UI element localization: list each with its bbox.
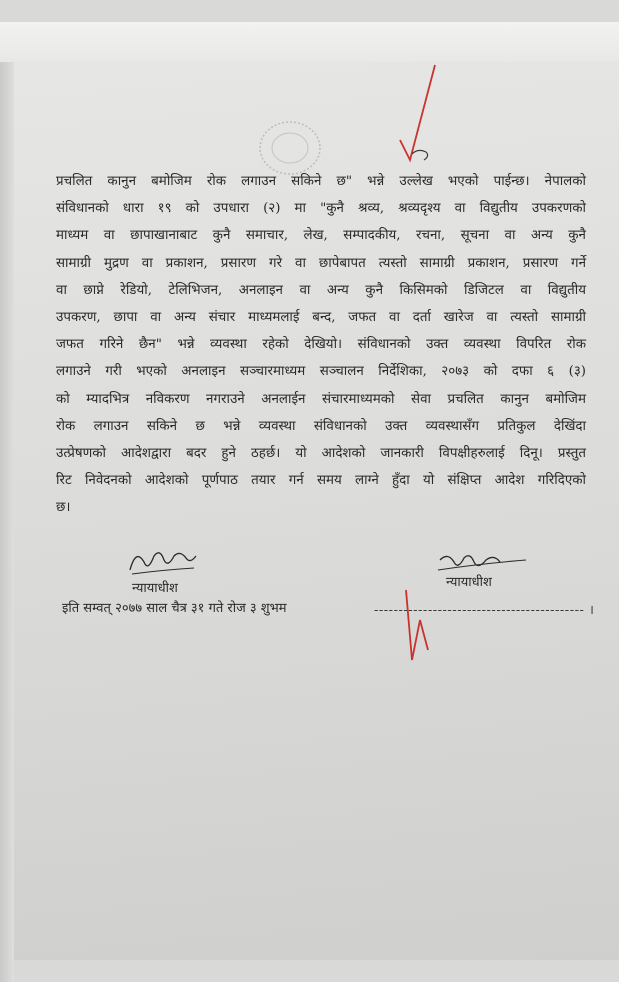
right-judge-title: न्यायाधीश [446, 575, 492, 590]
right-judge-signature [432, 548, 532, 598]
left-judge-signature [122, 540, 202, 580]
text-line: प्रचलित कानुन बमोजिम रोक लगाउन सकिने छ" भन्ने उल्लेख भएको पाईन्छ। नेपालको [56, 174, 586, 189]
text-line: जफत गरिने छैन" भन्ने व्यवस्था रहेको देखियो। संविधानको उक्त व्यवस्था विपरित रोक [56, 337, 586, 353]
left-judge-title: न्यायाधीश [132, 581, 178, 596]
text-line: लगाउने गरी भएको अनलाइन सञ्चारमाध्यम सञ्चालन निर्देशिका, २०७३ को दफा ६ (३) [56, 364, 586, 380]
order-body-text [56, 168, 586, 522]
text-line: रोक लगाउन सकिने छ भन्ने व्यवस्था संविधानको उक्त व्यवस्थासँग प्रतिकुल देखिंदा [56, 418, 586, 434]
text-line: उपकरण, छापा वा अन्य संचार माध्यमलाई बन्द, जफत वा दर्ता खारेज वा त्यस्तो सामाग्री [56, 310, 586, 326]
dash-line: ------------------------------------------- । [374, 603, 595, 618]
text-line: उत्प्रेषणको आदेशद्वारा बदर हुने ठहर्छ। यो आदेशको जानकारी विपक्षीहरुलाई दिनू। प्रस्तुत [56, 446, 586, 462]
text-line: माध्यम वा छापाखानाबाट कुनै समाचार, लेख, सम्पादकीय, रचना, सूचना वा अन्य कुनै [56, 228, 586, 244]
red-pen-tick-mark [380, 60, 440, 170]
text-line: वा छाप्ने रेडियो, टेलिभिजन, अनलाइन वा अन्य कुनै किसिमको डिजिटल वा विद्युतीय [56, 282, 586, 298]
text-line: सामाग्री मुद्रण वा प्रकाशन, प्रसारण गरे वा छापेबापत त्यस्तो सामाग्री प्रकाशन, प्रसारण गर्ने [56, 255, 586, 271]
text-line: को म्यादभित्र नविकरण नगराउने अनलाईन संचारमाध्यमको सेवा प्रचलित कानुन बमोजिम [56, 391, 586, 407]
text-line: छ। [56, 500, 71, 516]
text-line: रिट निवेदनको आदेशको पूर्णपाठ तयार गर्न समय लाग्ने हुँदा यो संक्षिप्त आदेश गरिदिएको [56, 473, 586, 489]
date-line: इति सम्वत् २०७७ साल चैत्र ३१ गते रोज ३ शुभम [62, 601, 287, 616]
page-left-edge [0, 62, 14, 982]
page-top-edge [0, 22, 619, 62]
text-line: संविधानको धारा १९ को उपधारा (२) मा "कुनै श्रव्य, श्रव्यदृश्य वा विद्युतीय उपकरणको [56, 201, 586, 217]
red-pen-mark-bottom [398, 580, 438, 670]
